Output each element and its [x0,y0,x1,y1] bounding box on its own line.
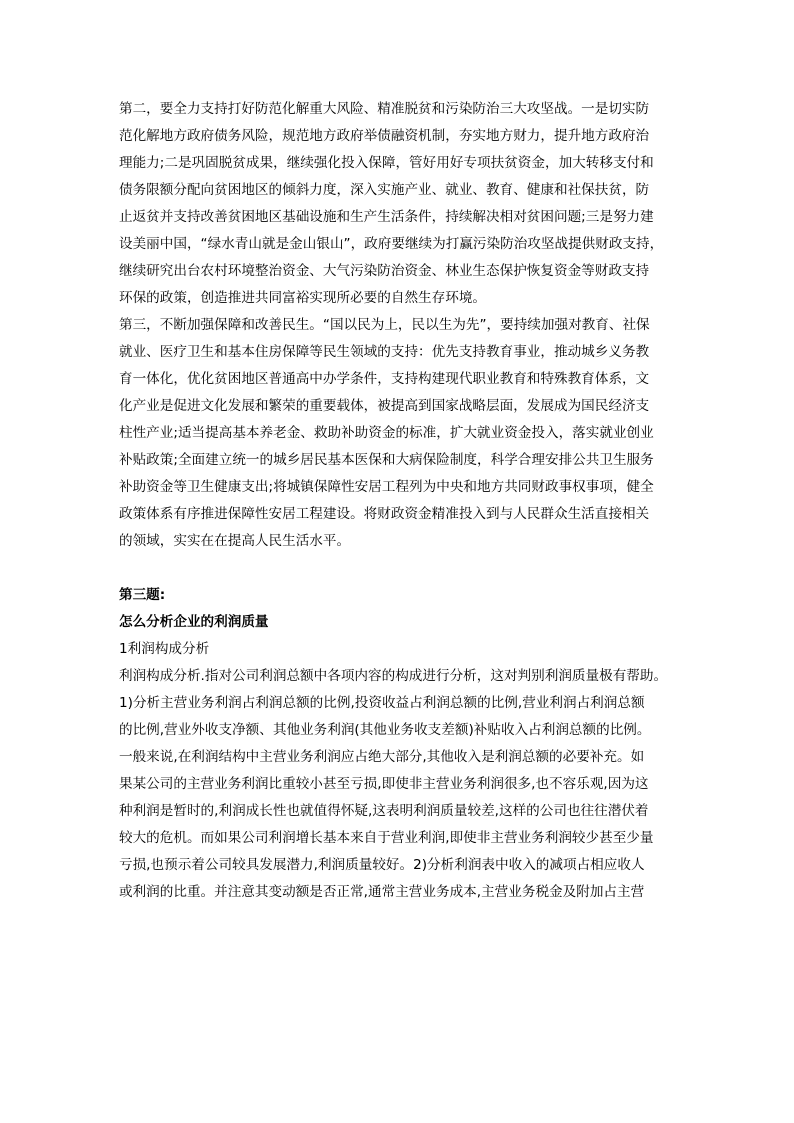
paragraph-2-line: 债务限额分配向贫困地区的倾斜力度，深入实施产业、就业、教育、健康和社保扶贫，防 [119,182,650,198]
paragraph-4-line: 的比例,营业外收支净额、其他业务利润(其他业务收支差额)补贴收入占利润总额的比例。 [119,722,651,738]
paragraph-4-line: 利润构成分析.指对公司利润总额中各项内容的构成进行分析，这对判别利润质量极有帮助。 [119,668,668,684]
paragraph-2-line: 继续研究出台农村环境整治资金、大气污染防治资金、林业生态保护恢复资金等财政支持 [119,263,650,279]
paragraph-4-line: 或利润的比重。并注意其变动额是否正常,通常主营业务成本,主营业务税金及附加占主营 [119,884,645,900]
paragraph-3-line: 就业、医疗卫生和基本住房保障等民生领域的支持：优先支持教育事业，推动城乡义务教 [119,344,650,360]
paragraph-4-line: 较大的危机。而如果公司利润增长基本来自于营业利润,即使非主营业务利润较少甚至少量 [119,830,654,846]
question-label: 第三题: [119,587,166,603]
paragraph-2-line: 理能力;二是巩固脱贫成果，继续强化投入保障，管好用好专项扶贫资金，加大转移支付和 [119,155,654,171]
paragraph-4-line: 1)分析主营业务利润占利润总额的比例,投资收益占利润总额的比例,营业利润占利润总额 [119,695,645,711]
paragraph-3-line: 柱性产业;适当提高基本养老金、救助补助资金的标准，扩大就业资金投入，落实就业创业 [119,425,654,441]
paragraph-4-line: 种利润是暂时的,利润成长性也就值得怀疑,这表明利润质量较差,这样的公司也往往潜伏着 [119,803,649,819]
paragraph-4-line: 一般来说,在利润结构中主营业务利润应占绝大部分,其他收入是利润总额的必要补充。如 [119,749,645,765]
paragraph-3-line: 补贴政策;全面建立统一的城乡居民基本医保和大病保险制度，科学合理安排公共卫生服务 [119,452,654,468]
section-heading: 1利润构成分析 [119,641,210,657]
paragraph-2-line: 范化解地方政府债务风险，规范地方政府举债融资机制，夯实地方财力，提升地方政府治 [119,128,650,144]
question-title: 怎么分析企业的利润质量 [119,614,269,630]
paragraph-3-line: 育一体化，优化贫困地区普通高中办学条件，支持构建现代职业教育和特殊教育体系，文 [119,371,650,387]
paragraph-3-line: 的领域，实实在在提高人民生活水平。 [119,533,351,549]
paragraph-2-line: 止返贫并支持改善贫困地区基础设施和生产生活条件，持续解决相对贫困问题;三是努力建 [119,209,654,225]
paragraph-4-line: 亏损,也预示着公司较具发展潜力,利润质量较好。2)分析利润表中收入的减项占相应收人 [119,857,645,873]
paragraph-2-line: 环保的政策，创造推进共同富裕实现所必要的自然生存环境。 [119,290,487,306]
paragraph-4-line: 果某公司的主营业务利润比重较小甚至亏损,即使非主营业务利润很多,也不容乐观,因为这 [119,776,649,792]
paragraph-2-line: 第二，要全力支持打好防范化解重大风险、精准脱贫和污染防治三大攻坚战。一是切实防 [119,101,650,117]
paragraph-3-line: 化产业是促进文化发展和繁荣的重要载体，被提高到国家战略层面，发展成为国民经济支 [119,398,650,414]
paragraph-3-line: 政策体系有序推进保障性安居工程建设。将财政资金精准投入到与人民群众生活直接相关 [119,506,650,522]
paragraph-3-line: 补助资金等卫生健康支出;将城镇保障性安居工程列为中央和地方共同财政事权事项，健全 [119,479,654,495]
paragraph-3-line: 第三，不断加强保障和改善民生。“国以民为上，民以生为先”，要持续加强对教育、社保 [119,317,650,333]
paragraph-2-line: 设美丽中国，“绿水青山就是金山银山”，政府要继续为打赢污染防治攻坚战提供财政支持， [119,236,664,252]
